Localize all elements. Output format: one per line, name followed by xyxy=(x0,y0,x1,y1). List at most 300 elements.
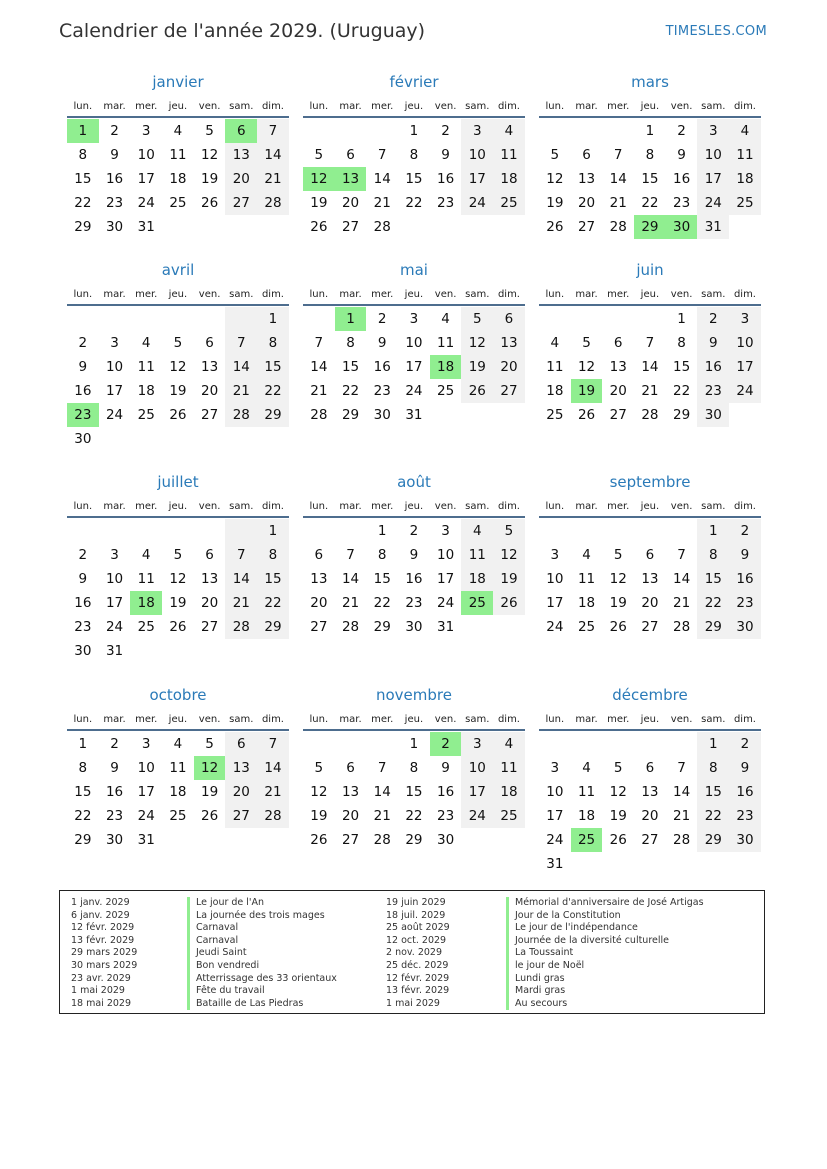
week-row xyxy=(67,639,289,663)
day-cell: 15 xyxy=(373,571,391,587)
day-cell: 21 xyxy=(373,808,391,824)
month-décembre xyxy=(539,683,761,876)
day-cell: 8 xyxy=(409,147,419,163)
day-cell: 14 xyxy=(310,359,328,375)
day-cell: 23 xyxy=(673,195,691,211)
day-cell: 29 xyxy=(673,407,691,423)
empty-cell xyxy=(303,119,335,143)
legend-date: 29 mars 2029 xyxy=(71,947,138,959)
day-cell: 23 xyxy=(373,383,391,399)
day-cell: 26 xyxy=(461,379,493,403)
day-cell: 14 xyxy=(373,171,391,187)
day-cell: 5 xyxy=(613,760,623,776)
week-row xyxy=(67,519,289,543)
week-row xyxy=(67,543,289,567)
day-cell: 7 xyxy=(377,760,387,776)
day-cell: 13 xyxy=(201,571,219,587)
day-cell: 2 xyxy=(78,547,88,563)
day-cell: 17 xyxy=(137,784,155,800)
weekday-label: jeu. xyxy=(404,500,424,512)
day-cell: 9 xyxy=(697,331,729,355)
day-cell: 15 xyxy=(74,171,92,187)
day-cell: 28 xyxy=(257,191,289,215)
month-title: juillet xyxy=(157,473,199,491)
week-row xyxy=(303,403,525,427)
day-cell: 22 xyxy=(341,383,360,399)
empty-cell xyxy=(130,427,162,451)
day-cell: 12 xyxy=(546,171,564,187)
empty-cell xyxy=(539,519,571,543)
day-cell: 4 xyxy=(173,123,183,139)
month-août xyxy=(303,470,525,639)
legend-date: 12 févr. 2029 xyxy=(386,972,450,984)
legend-holiday-name: Bon vendredi xyxy=(187,960,337,973)
month-title: octobre xyxy=(149,686,207,704)
weekday-label: jeu. xyxy=(404,713,424,725)
day-cell: 22 xyxy=(74,195,92,211)
empty-cell xyxy=(225,215,257,239)
day-cell: 18 xyxy=(137,383,155,399)
day-cell: 5 xyxy=(205,123,214,139)
month-title: janvier xyxy=(152,73,204,91)
weekday-label: lun. xyxy=(73,713,93,725)
empty-cell xyxy=(335,732,367,756)
day-cell: 1 xyxy=(677,311,686,327)
day-cell: 16 xyxy=(105,171,124,187)
day-cell: 27 xyxy=(609,407,627,423)
month-septembre xyxy=(539,470,761,639)
day-cell: 23 xyxy=(105,808,124,824)
day-cell: 25 xyxy=(137,407,155,423)
week-row xyxy=(539,191,761,215)
month-title: décembre xyxy=(612,686,688,704)
day-cell: 24 xyxy=(729,379,761,403)
day-cell: 26 xyxy=(609,832,627,848)
day-cell: 14 xyxy=(341,571,360,587)
day-cell: 3 xyxy=(550,760,560,776)
day-cell: 9 xyxy=(78,571,88,587)
legend-date: 1 mai 2029 xyxy=(71,985,125,997)
day-cell: 22 xyxy=(257,591,289,615)
day-cell: 2 xyxy=(110,123,119,139)
day-cell: 18 xyxy=(577,808,596,824)
empty-cell xyxy=(729,403,761,427)
day-cell: 1 xyxy=(697,732,729,756)
legend-holiday-name: Mémorial d'anniversaire de José Artigas xyxy=(506,897,704,910)
empty-cell xyxy=(130,519,162,543)
day-cell: 31 xyxy=(437,619,455,635)
week-row xyxy=(539,331,761,355)
holiday-day-cell: 6 xyxy=(225,119,257,143)
day-cell: 13 xyxy=(225,143,257,167)
day-cell: 12 xyxy=(461,331,493,355)
week-row xyxy=(67,191,289,215)
day-cell: 26 xyxy=(310,219,328,235)
empty-cell xyxy=(366,119,398,143)
month-octobre xyxy=(67,683,289,852)
month-title: novembre xyxy=(376,686,452,704)
day-cell: 24 xyxy=(461,191,493,215)
week-row xyxy=(67,215,289,239)
day-cell: 7 xyxy=(257,732,289,756)
weekday-label: lun. xyxy=(73,100,93,112)
weekday-label: mar. xyxy=(339,500,362,512)
day-cell: 14 xyxy=(673,784,691,800)
day-cell: 28 xyxy=(310,407,328,423)
day-cell: 20 xyxy=(225,167,257,191)
weekday-label: mer. xyxy=(135,500,158,512)
day-cell: 27 xyxy=(341,219,360,235)
weekday-label: ven. xyxy=(670,100,693,112)
day-cell: 16 xyxy=(437,784,455,800)
weekday-label: dim. xyxy=(733,500,756,512)
day-cell: 28 xyxy=(225,615,257,639)
empty-cell xyxy=(99,427,131,451)
empty-cell xyxy=(461,215,493,239)
day-cell: 4 xyxy=(173,736,183,752)
day-cell: 16 xyxy=(105,784,124,800)
day-cell: 11 xyxy=(169,760,187,776)
day-cell: 29 xyxy=(373,619,391,635)
weekday-header xyxy=(303,94,525,118)
day-cell: 11 xyxy=(729,143,761,167)
day-cell: 2 xyxy=(729,732,761,756)
day-cell: 19 xyxy=(609,808,627,824)
week-row xyxy=(303,780,525,804)
week-row xyxy=(67,355,289,379)
legend-date: 6 janv. 2029 xyxy=(71,909,130,921)
weekday-label: jeu. xyxy=(640,100,660,112)
day-cell: 20 xyxy=(493,355,525,379)
week-row xyxy=(539,780,761,804)
header-rule xyxy=(67,729,289,731)
week-row xyxy=(67,780,289,804)
day-cell: 15 xyxy=(257,355,289,379)
day-cell: 24 xyxy=(105,619,124,635)
day-cell: 16 xyxy=(673,171,691,187)
weekday-label: mar. xyxy=(339,100,362,112)
empty-cell xyxy=(194,215,226,239)
day-cell: 23 xyxy=(437,808,455,824)
day-cell: 14 xyxy=(609,171,627,187)
day-cell: 25 xyxy=(493,191,525,215)
day-cell: 13 xyxy=(201,359,219,375)
header-rule xyxy=(539,729,761,731)
day-cell: 18 xyxy=(169,171,187,187)
week-row xyxy=(67,828,289,852)
day-cell: 6 xyxy=(645,760,655,776)
weekday-label: ven. xyxy=(434,713,457,725)
empty-cell xyxy=(571,852,603,876)
day-cell: 2 xyxy=(697,307,729,331)
day-cell: 16 xyxy=(74,383,92,399)
day-cell: 4 xyxy=(550,335,560,351)
day-cell: 31 xyxy=(697,215,729,239)
day-cell: 12 xyxy=(609,784,627,800)
month-novembre xyxy=(303,683,525,852)
weekday-label: ven. xyxy=(434,100,457,112)
day-cell: 24 xyxy=(105,407,124,423)
day-cell: 19 xyxy=(169,383,187,399)
legend-date: 25 août 2029 xyxy=(386,922,450,934)
empty-cell xyxy=(461,403,493,427)
day-cell: 5 xyxy=(205,736,214,752)
site-link[interactable]: TIMESLES.COM xyxy=(665,24,767,39)
month-title: septembre xyxy=(609,473,691,491)
legend-holiday-name: Atterrissage des 33 orientaux xyxy=(187,973,337,986)
day-cell: 12 xyxy=(493,543,525,567)
day-cell: 6 xyxy=(205,547,214,563)
header-rule xyxy=(303,729,525,731)
month-title: mai xyxy=(400,261,428,279)
weekday-label: mer. xyxy=(135,100,158,112)
day-cell: 6 xyxy=(645,547,655,563)
week-row xyxy=(303,143,525,167)
day-cell: 10 xyxy=(729,331,761,355)
day-cell: 9 xyxy=(78,359,88,375)
day-cell: 24 xyxy=(405,383,423,399)
day-cell: 10 xyxy=(546,784,564,800)
holiday-day-cell: 30 xyxy=(666,215,698,239)
day-cell: 20 xyxy=(577,195,596,211)
day-cell: 6 xyxy=(346,147,355,163)
holiday-day-cell: 18 xyxy=(130,591,162,615)
day-cell: 1 xyxy=(257,307,289,331)
day-cell: 19 xyxy=(461,355,493,379)
day-cell: 26 xyxy=(201,195,219,211)
day-cell: 21 xyxy=(257,780,289,804)
day-cell: 15 xyxy=(405,171,423,187)
weekday-label: mer. xyxy=(371,288,394,300)
day-cell: 3 xyxy=(550,547,560,563)
day-cell: 19 xyxy=(609,595,627,611)
weekday-label: jeu. xyxy=(404,100,424,112)
week-row xyxy=(303,828,525,852)
empty-cell xyxy=(539,119,571,143)
day-cell: 17 xyxy=(405,359,423,375)
day-cell: 19 xyxy=(310,808,328,824)
day-cell: 10 xyxy=(461,756,493,780)
day-cell: 4 xyxy=(729,119,761,143)
day-cell: 4 xyxy=(493,732,525,756)
day-cell: 31 xyxy=(137,832,155,848)
day-cell: 11 xyxy=(461,543,493,567)
weekday-label: sam. xyxy=(229,713,254,725)
empty-cell xyxy=(162,427,194,451)
day-cell: 21 xyxy=(257,167,289,191)
day-cell: 12 xyxy=(577,359,596,375)
day-cell: 1 xyxy=(78,736,88,752)
holiday-day-cell: 12 xyxy=(194,756,226,780)
day-cell: 19 xyxy=(201,784,219,800)
day-cell: 23 xyxy=(405,595,423,611)
day-cell: 7 xyxy=(613,147,623,163)
day-cell: 8 xyxy=(697,543,729,567)
weekday-label: ven. xyxy=(670,288,693,300)
legend-holiday-name: Le jour de l'indépendance xyxy=(506,922,704,935)
day-cell: 21 xyxy=(341,595,360,611)
day-cell: 11 xyxy=(577,784,596,800)
weekday-label: sam. xyxy=(465,713,490,725)
weekday-label: lun. xyxy=(309,713,329,725)
day-cell: 25 xyxy=(546,407,564,423)
legend-holiday-name: Mardi gras xyxy=(506,985,704,998)
month-juillet xyxy=(67,470,289,663)
day-cell: 2 xyxy=(409,523,419,539)
legend-date: 13 févr. 2029 xyxy=(71,934,135,946)
holiday-day-cell: 2 xyxy=(430,732,462,756)
day-cell: 27 xyxy=(577,219,596,235)
day-cell: 9 xyxy=(441,760,450,776)
day-cell: 26 xyxy=(169,619,187,635)
weekday-label: sam. xyxy=(701,100,726,112)
day-cell: 27 xyxy=(225,804,257,828)
empty-cell xyxy=(99,519,131,543)
day-cell: 19 xyxy=(493,567,525,591)
day-cell: 12 xyxy=(609,571,627,587)
day-cell: 22 xyxy=(697,804,729,828)
day-cell: 7 xyxy=(677,547,686,563)
header-rule xyxy=(303,304,525,306)
day-cell: 5 xyxy=(582,335,591,351)
day-cell: 2 xyxy=(729,519,761,543)
day-cell: 4 xyxy=(582,547,591,563)
day-cell: 11 xyxy=(169,147,187,163)
month-mai xyxy=(303,258,525,427)
day-cell: 29 xyxy=(74,219,92,235)
day-cell: 30 xyxy=(74,431,92,447)
weekday-label: ven. xyxy=(434,288,457,300)
weekday-label: mar. xyxy=(575,500,598,512)
weekday-label: dim. xyxy=(497,713,520,725)
day-cell: 4 xyxy=(582,760,591,776)
weekday-label: dim. xyxy=(261,713,284,725)
empty-cell xyxy=(571,119,603,143)
day-cell: 4 xyxy=(141,547,151,563)
weekday-label: dim. xyxy=(733,288,756,300)
day-cell: 22 xyxy=(673,383,691,399)
day-cell: 3 xyxy=(141,123,151,139)
weekday-label: sam. xyxy=(701,500,726,512)
week-row xyxy=(303,355,525,379)
month-title: avril xyxy=(161,261,195,279)
day-cell: 12 xyxy=(169,571,187,587)
day-cell: 30 xyxy=(105,219,124,235)
weekday-label: ven. xyxy=(198,100,221,112)
day-cell: 11 xyxy=(546,359,564,375)
day-cell: 25 xyxy=(437,383,455,399)
day-cell: 15 xyxy=(697,780,729,804)
day-cell: 28 xyxy=(673,619,691,635)
day-cell: 17 xyxy=(105,595,124,611)
legend-holiday-name: La journée des trois mages xyxy=(187,910,337,923)
day-cell: 18 xyxy=(577,595,596,611)
day-cell: 28 xyxy=(225,403,257,427)
day-cell: 29 xyxy=(405,832,423,848)
empty-cell xyxy=(303,519,335,543)
weekday-label: mer. xyxy=(607,288,630,300)
week-row xyxy=(539,355,761,379)
day-cell: 10 xyxy=(546,571,564,587)
day-cell: 9 xyxy=(677,147,686,163)
empty-cell xyxy=(225,828,257,852)
day-cell: 18 xyxy=(493,780,525,804)
day-cell: 27 xyxy=(641,832,659,848)
day-cell: 23 xyxy=(729,591,761,615)
weekday-header xyxy=(539,94,761,118)
day-cell: 13 xyxy=(341,784,360,800)
weekday-label: mer. xyxy=(607,500,630,512)
day-cell: 9 xyxy=(409,547,419,563)
weekday-header xyxy=(303,707,525,731)
day-cell: 27 xyxy=(493,379,525,403)
week-row xyxy=(539,167,761,191)
legend-holiday-name: Le jour de l'An xyxy=(187,897,337,910)
week-row xyxy=(303,615,525,639)
day-cell: 17 xyxy=(461,167,493,191)
day-cell: 19 xyxy=(546,195,564,211)
day-cell: 26 xyxy=(310,832,328,848)
day-cell: 23 xyxy=(697,379,729,403)
day-cell: 21 xyxy=(673,595,691,611)
weekday-label: mer. xyxy=(371,500,394,512)
week-row xyxy=(539,567,761,591)
legend-date: 12 oct. 2029 xyxy=(386,934,447,946)
day-cell: 10 xyxy=(137,760,155,776)
day-cell: 24 xyxy=(437,595,455,611)
day-cell: 3 xyxy=(141,736,151,752)
legend-date: 1 mai 2029 xyxy=(386,997,440,1009)
week-row xyxy=(303,379,525,403)
empty-cell xyxy=(67,307,99,331)
day-cell: 13 xyxy=(641,571,659,587)
weekday-header xyxy=(67,282,289,306)
day-cell: 26 xyxy=(169,407,187,423)
weekday-label: dim. xyxy=(497,100,520,112)
legend-holiday-name: Bataille de Las Piedras xyxy=(187,998,337,1011)
legend-holiday-name: Jour de la Constitution xyxy=(506,910,704,923)
month-mars xyxy=(539,70,761,239)
legend-holiday-name: le jour de Noël xyxy=(506,960,704,973)
day-cell: 9 xyxy=(729,756,761,780)
day-cell: 18 xyxy=(461,567,493,591)
month-avril xyxy=(67,258,289,451)
day-cell: 21 xyxy=(673,808,691,824)
day-cell: 11 xyxy=(137,359,155,375)
day-cell: 3 xyxy=(409,311,419,327)
day-cell: 26 xyxy=(609,619,627,635)
empty-cell xyxy=(194,427,226,451)
day-cell: 10 xyxy=(461,143,493,167)
week-row xyxy=(303,543,525,567)
day-cell: 30 xyxy=(729,615,761,639)
month-title: juin xyxy=(636,261,664,279)
month-title: février xyxy=(389,73,439,91)
day-cell: 5 xyxy=(173,547,183,563)
day-cell: 16 xyxy=(729,780,761,804)
day-cell: 25 xyxy=(729,191,761,215)
legend-holiday-name: Fête du travail xyxy=(187,985,337,998)
day-cell: 25 xyxy=(493,804,525,828)
day-cell: 22 xyxy=(257,379,289,403)
weekday-label: lun. xyxy=(545,288,565,300)
day-cell: 27 xyxy=(201,407,219,423)
week-row xyxy=(67,119,289,143)
day-cell: 31 xyxy=(105,643,124,659)
empty-cell xyxy=(571,307,603,331)
day-cell: 14 xyxy=(225,355,257,379)
day-cell: 29 xyxy=(257,403,289,427)
